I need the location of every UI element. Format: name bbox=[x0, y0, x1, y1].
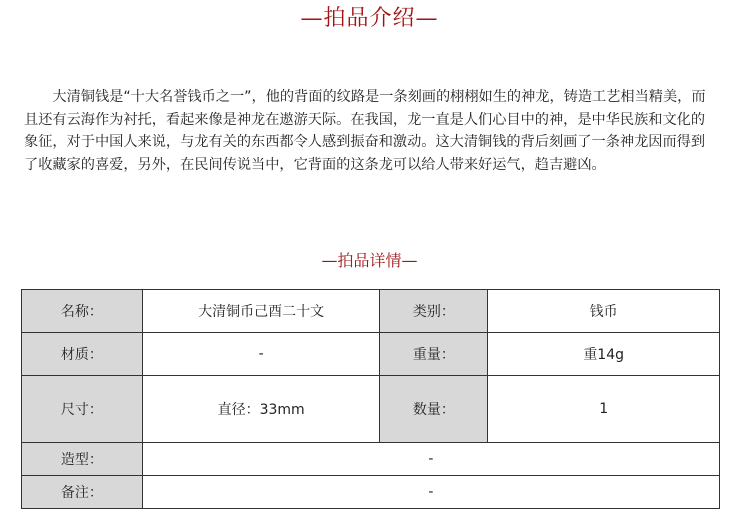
table-row bbox=[22, 376, 720, 443]
name-label: 名称： bbox=[22, 290, 143, 333]
section-title-intro: —拍品介绍— bbox=[300, 6, 439, 31]
size-value: 直径：33mm bbox=[142, 376, 380, 443]
remarks-value: - bbox=[142, 476, 719, 509]
details-table bbox=[21, 289, 720, 509]
shape-value: - bbox=[142, 443, 719, 476]
table-row bbox=[22, 443, 720, 476]
table-row bbox=[22, 476, 720, 509]
material-value: - bbox=[142, 333, 380, 376]
remarks-label: 备注： bbox=[22, 476, 143, 509]
category-label: 类别： bbox=[380, 290, 488, 333]
weight-label: 重量： bbox=[380, 333, 488, 376]
size-label: 尺寸： bbox=[22, 376, 143, 443]
shape-label: 造型： bbox=[22, 443, 143, 476]
section-title-details: —拍品详情— bbox=[321, 251, 418, 270]
material-label: 材质： bbox=[22, 333, 143, 376]
table-row bbox=[22, 333, 720, 376]
category-value: 钱币 bbox=[488, 290, 720, 333]
quantity-value: 1 bbox=[488, 376, 720, 443]
weight-value: 重14g bbox=[488, 333, 720, 376]
quantity-label: 数量： bbox=[380, 376, 488, 443]
table-row bbox=[22, 290, 720, 333]
name-value: 大清铜币己酉二十文 bbox=[142, 290, 380, 333]
intro-paragraph: 大清铜钱是“十大名誉钱币之一”，他的背面的纹路是一条刻画的栩栩如生的神龙，铸造工艺相当精美，而且还有云海作为衬托，看起来像是神龙在遨游天际。在我国，龙一直是人们心目中的神，是中华民族和文化的象征，对于中国人来说，与龙有关的东西都令人感到振奋和激动。这大清铜钱的背后刻画了一条神龙因而得到了收藏家的喜爱，另外，在民间传说当中，它背面的这条龙可以给人带来好运气，趋吉避凶。 bbox=[24, 89, 706, 173]
